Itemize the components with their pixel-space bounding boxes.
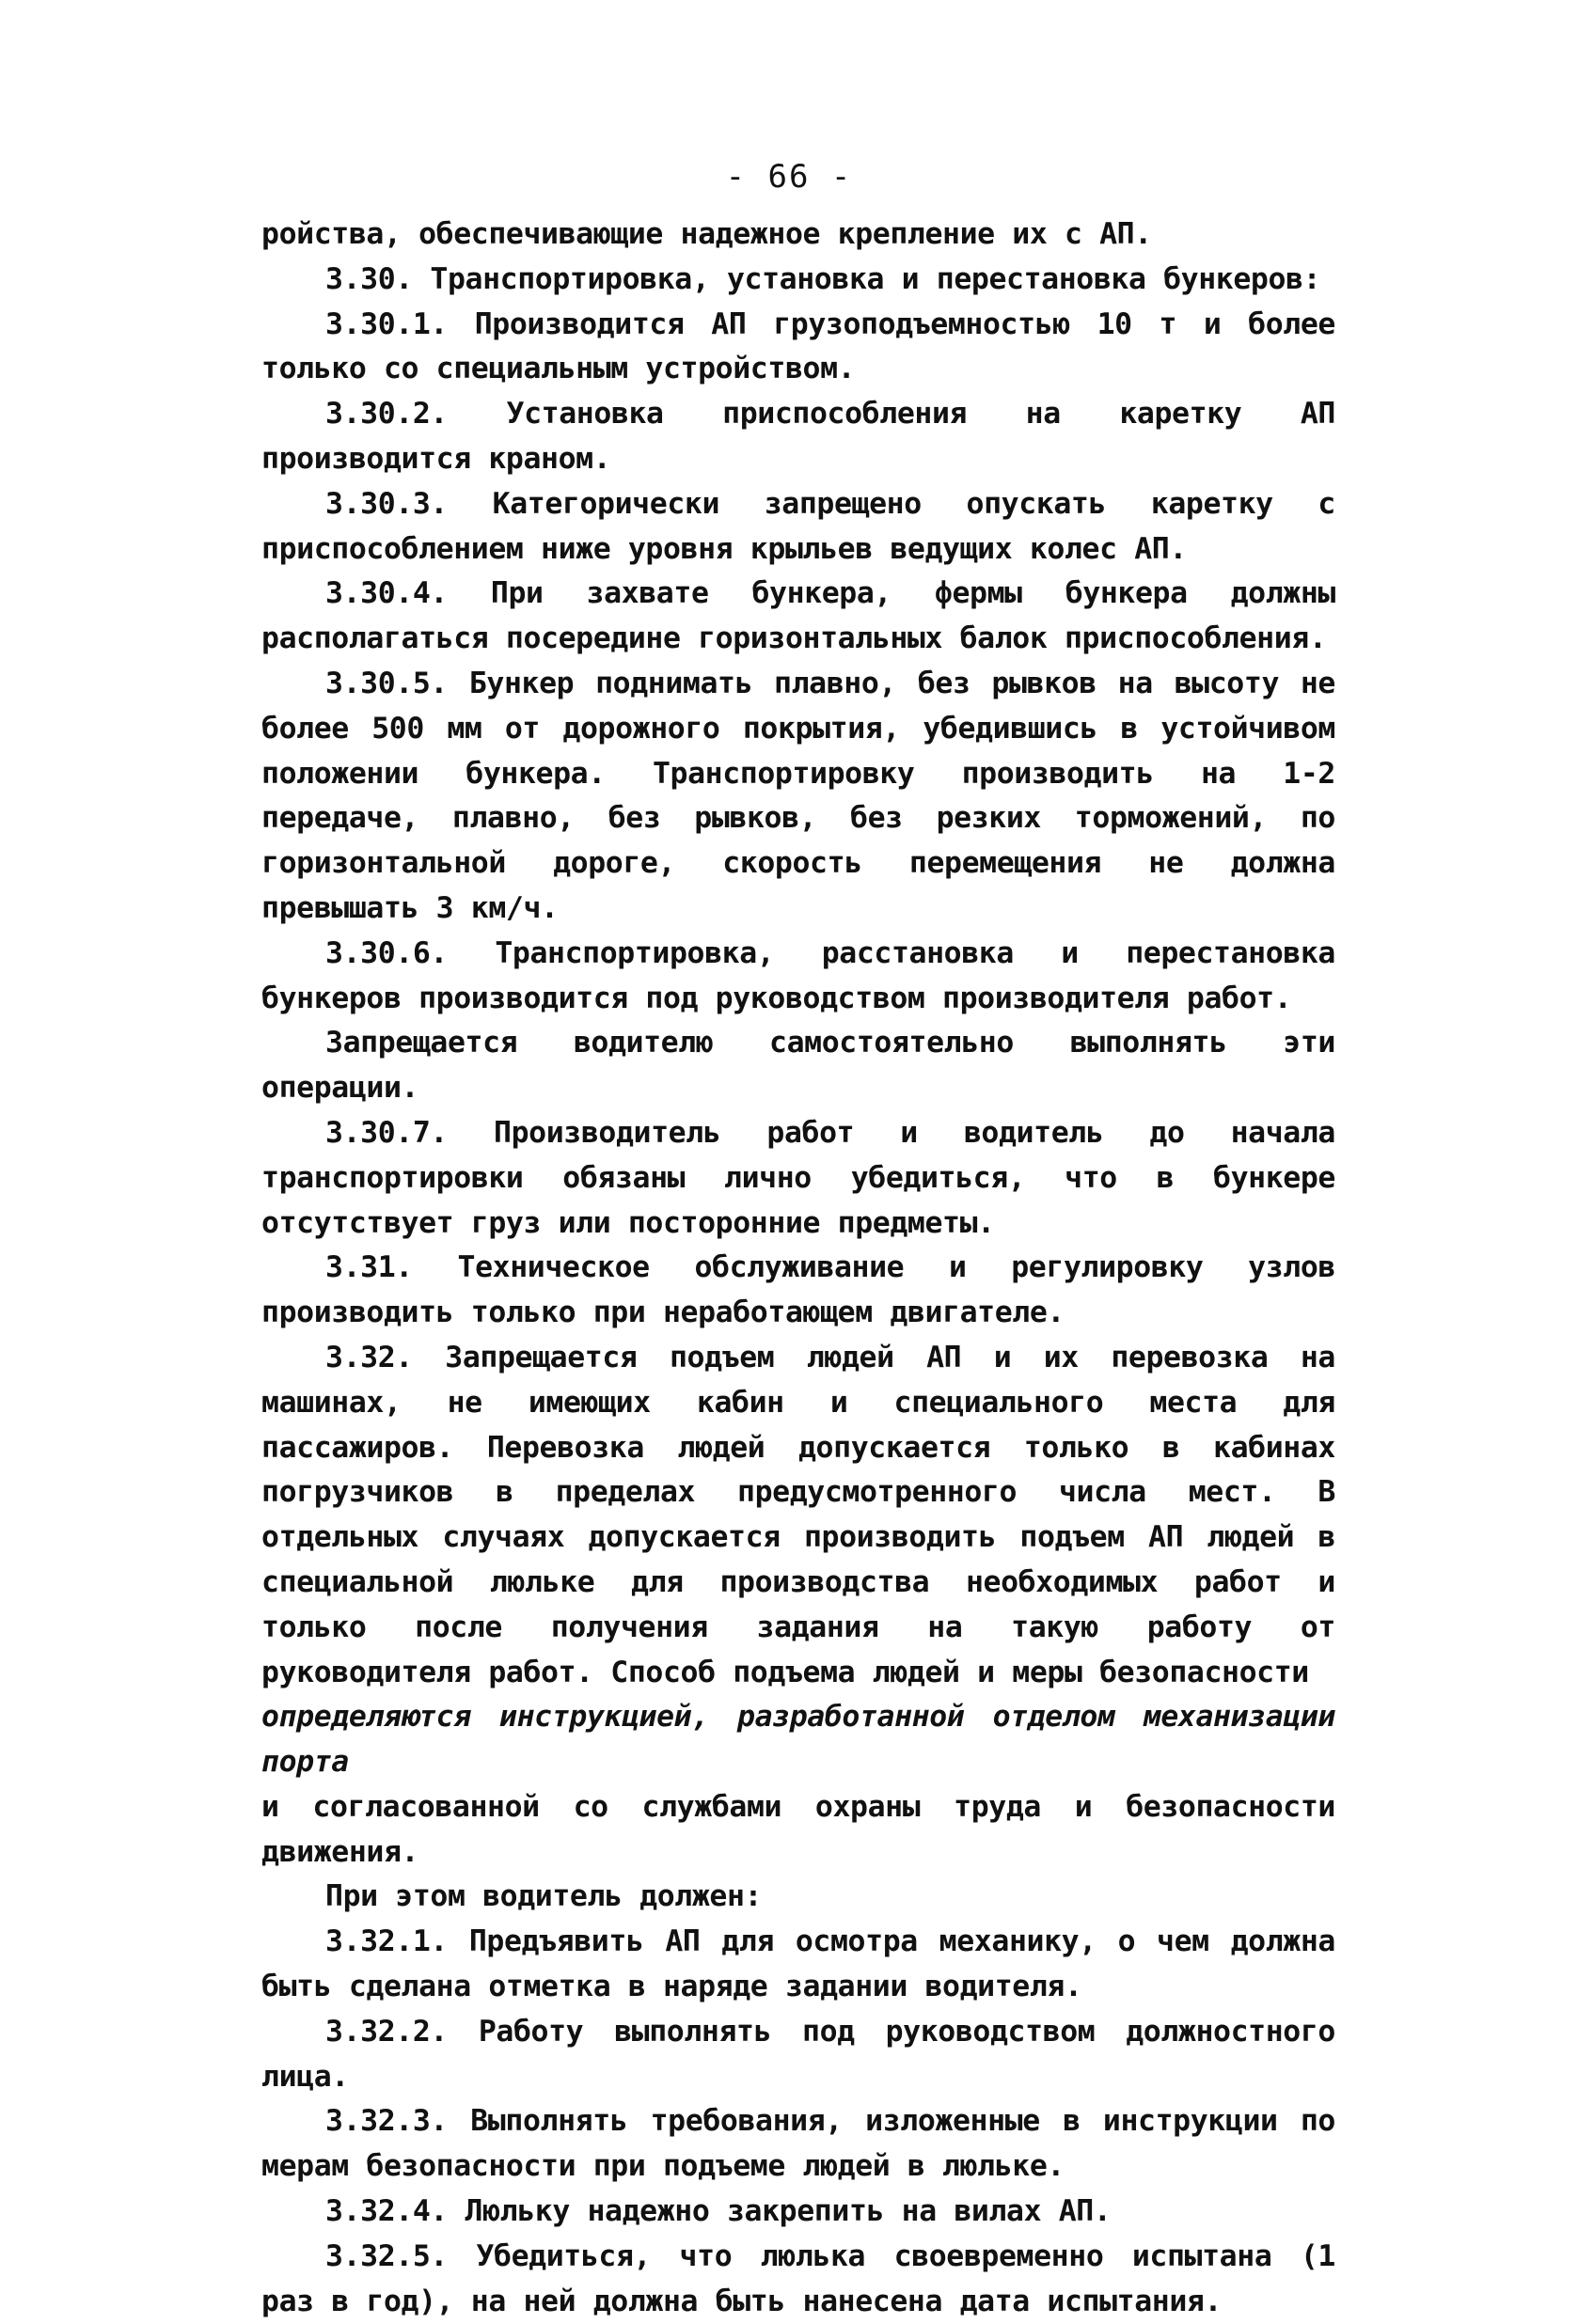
paragraph-3-30-3: 3.30.3. Категорически запрещено опускать каретку с приспособлением ниже уровня крыльев ведущих колес АП. [261, 486, 1335, 566]
paragraph-3-30-6: 3.30.6. Транспортировка, расстановка и перестановка бункеров производится под руководством производителя работ. [261, 935, 1335, 1015]
paragraph-3-30-5: 3.30.5. Бункер поднимать плавно, без рывков на высоту не более 500 мм от дорожного покрытия, убедившись в устойчивом положении бункера. Транспортировку производить на 1-2 передаче, плавно, без рывков, без резких торможений, по горизонтальной дороге, скорость перемещения не должна превышать 3 км/ч. [261, 666, 1335, 925]
paragraph-3-32-3: 3.32.3. Выполнять требования, изложенные в инструкции по мерам безопасности при подъеме людей в люльке. [261, 2104, 1335, 2184]
paragraph-3-32-1: 3.32.1. Предъявить АП для осмотра механику, о чем должна быть сделана отметка в наряде задании водителя. [261, 1924, 1335, 2004]
paragraph-3-32-2: 3.32.2. Работу выполнять под руководством должностного лица. [261, 2014, 1335, 2094]
paragraph-3-32-italic-line: определяются инструкцией, разработанной отделом механизации порта [261, 1700, 1335, 1780]
paragraph-3-30-2: 3.30.2. Установка приспособления на каретку АП производится краном. [261, 397, 1335, 476]
body-text [261, 212, 1335, 2324]
paragraph-3-30: 3.30. Транспортировка, установка и перестановка бункеров: [325, 261, 1321, 296]
paragraph-3-32-continuation: и согласованной со службами охраны труда и безопасности движения. [261, 1789, 1335, 1869]
paragraph-3-30-7: 3.30.7. Производитель работ и водитель до начала транспортировки обязаны лично убедиться, что в бункере отсутствует груз или посторонние предметы. [261, 1115, 1335, 1240]
paragraph-3-30-1: 3.30.1. Производится АП грузоподъемностью 10 т и более только со специальным устройством. [261, 306, 1335, 386]
paragraph-continuation: ройства, обеспечивающие надежное крепление их с АП. [261, 217, 1152, 251]
paragraph-prohibition: Запрещается водителю самостоятельно выполнять эти операции. [261, 1026, 1335, 1106]
page-number: - 66 - [725, 158, 853, 196]
paragraph-3-32-4: 3.32.4. Люльку надежно закрепить на вилах АП. [325, 2194, 1112, 2229]
paragraph-3-31: 3.31. Техническое обслуживание и регулировку узлов производить только при неработающем двигателе. [261, 1250, 1335, 1330]
paragraph-3-30-4: 3.30.4. При захвате бункера, фермы бункера должны располагаться посередине горизонтальных балок приспособления. [261, 576, 1335, 656]
paragraph-driver-must: При этом водитель должен: [325, 1879, 763, 1914]
paragraph-3-32-5: 3.32.5. Убедиться, что люлька своевременно испытана (1 раз в год), на ней должна быть нанесена дата испытания. [261, 2238, 1335, 2318]
paragraph-3-32: 3.32. Запрещается подъем людей АП и их перевозка на машинах, не имеющих кабин и специального места для пассажиров. Перевозка людей допускается только в кабинах погрузчиков в пределах предусмотренного числа мест. В отдельных случаях допускается производить подъем АП людей в специальной люльке для производства необходимых работ и только после получения задания на такую работу от руководителя работ. Способ подъема людей и меры безопасности [261, 1340, 1335, 1689]
